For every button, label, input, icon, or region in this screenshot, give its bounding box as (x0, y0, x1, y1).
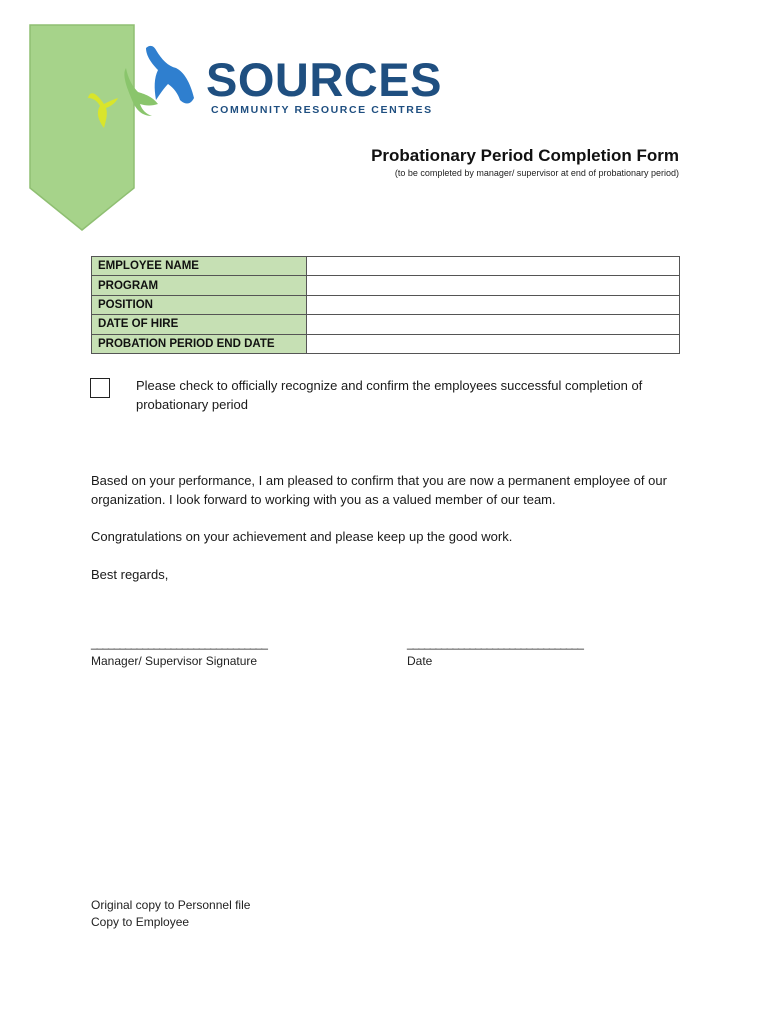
date-label: Date (407, 654, 433, 668)
program-label: PROGRAM (92, 276, 307, 295)
footer-line-1: Original copy to Personnel file (91, 898, 251, 912)
checkbox-label: Please check to officially recognize and confirm the employees successful completion of probationary period (136, 378, 643, 412)
body-paragraph-2: Congratulations on your achievement and please keep up the good work. (91, 529, 513, 544)
logo-birds-icon (86, 42, 198, 132)
brand-name: SOURCES (206, 53, 442, 106)
date-of-hire-label: DATE OF HIRE (92, 315, 307, 334)
body-paragraph-1: Based on your performance, I am pleased to confirm that you are now a permanent employee of our organization. I look forward to working with you as a valued member of our team. (91, 473, 667, 507)
table-row (92, 295, 680, 314)
closing-text: Best regards, (91, 567, 169, 582)
employee-info-table (91, 256, 680, 354)
position-field[interactable] (307, 295, 680, 314)
manager-signature-label: Manager/ Supervisor Signature (91, 654, 258, 668)
brand-tagline: COMMUNITY RESOURCE CENTRES (211, 104, 433, 116)
completion-checkbox[interactable] (90, 378, 110, 398)
manager-signature-line[interactable]: _______________________________ (91, 636, 267, 650)
position-label: POSITION (92, 295, 307, 314)
employee-name-field[interactable] (307, 257, 680, 276)
form-subtitle: (to be completed by manager/ supervisor at end of probationary period) (394, 168, 679, 178)
employee-name-label: EMPLOYEE NAME (92, 257, 307, 276)
date-of-hire-field[interactable] (307, 315, 680, 334)
table-row (92, 334, 680, 353)
probation-end-date-label: PROBATION PERIOD END DATE (92, 334, 307, 353)
table-row (92, 257, 680, 276)
probation-end-date-field[interactable] (307, 334, 680, 353)
program-field[interactable] (307, 276, 680, 295)
table-row (92, 276, 680, 295)
date-signature-line[interactable]: _______________________________ (407, 636, 583, 650)
form-title: Probationary Period Completion Form (371, 146, 679, 165)
footer-line-2: Copy to Employee (91, 915, 190, 929)
table-row (92, 315, 680, 334)
